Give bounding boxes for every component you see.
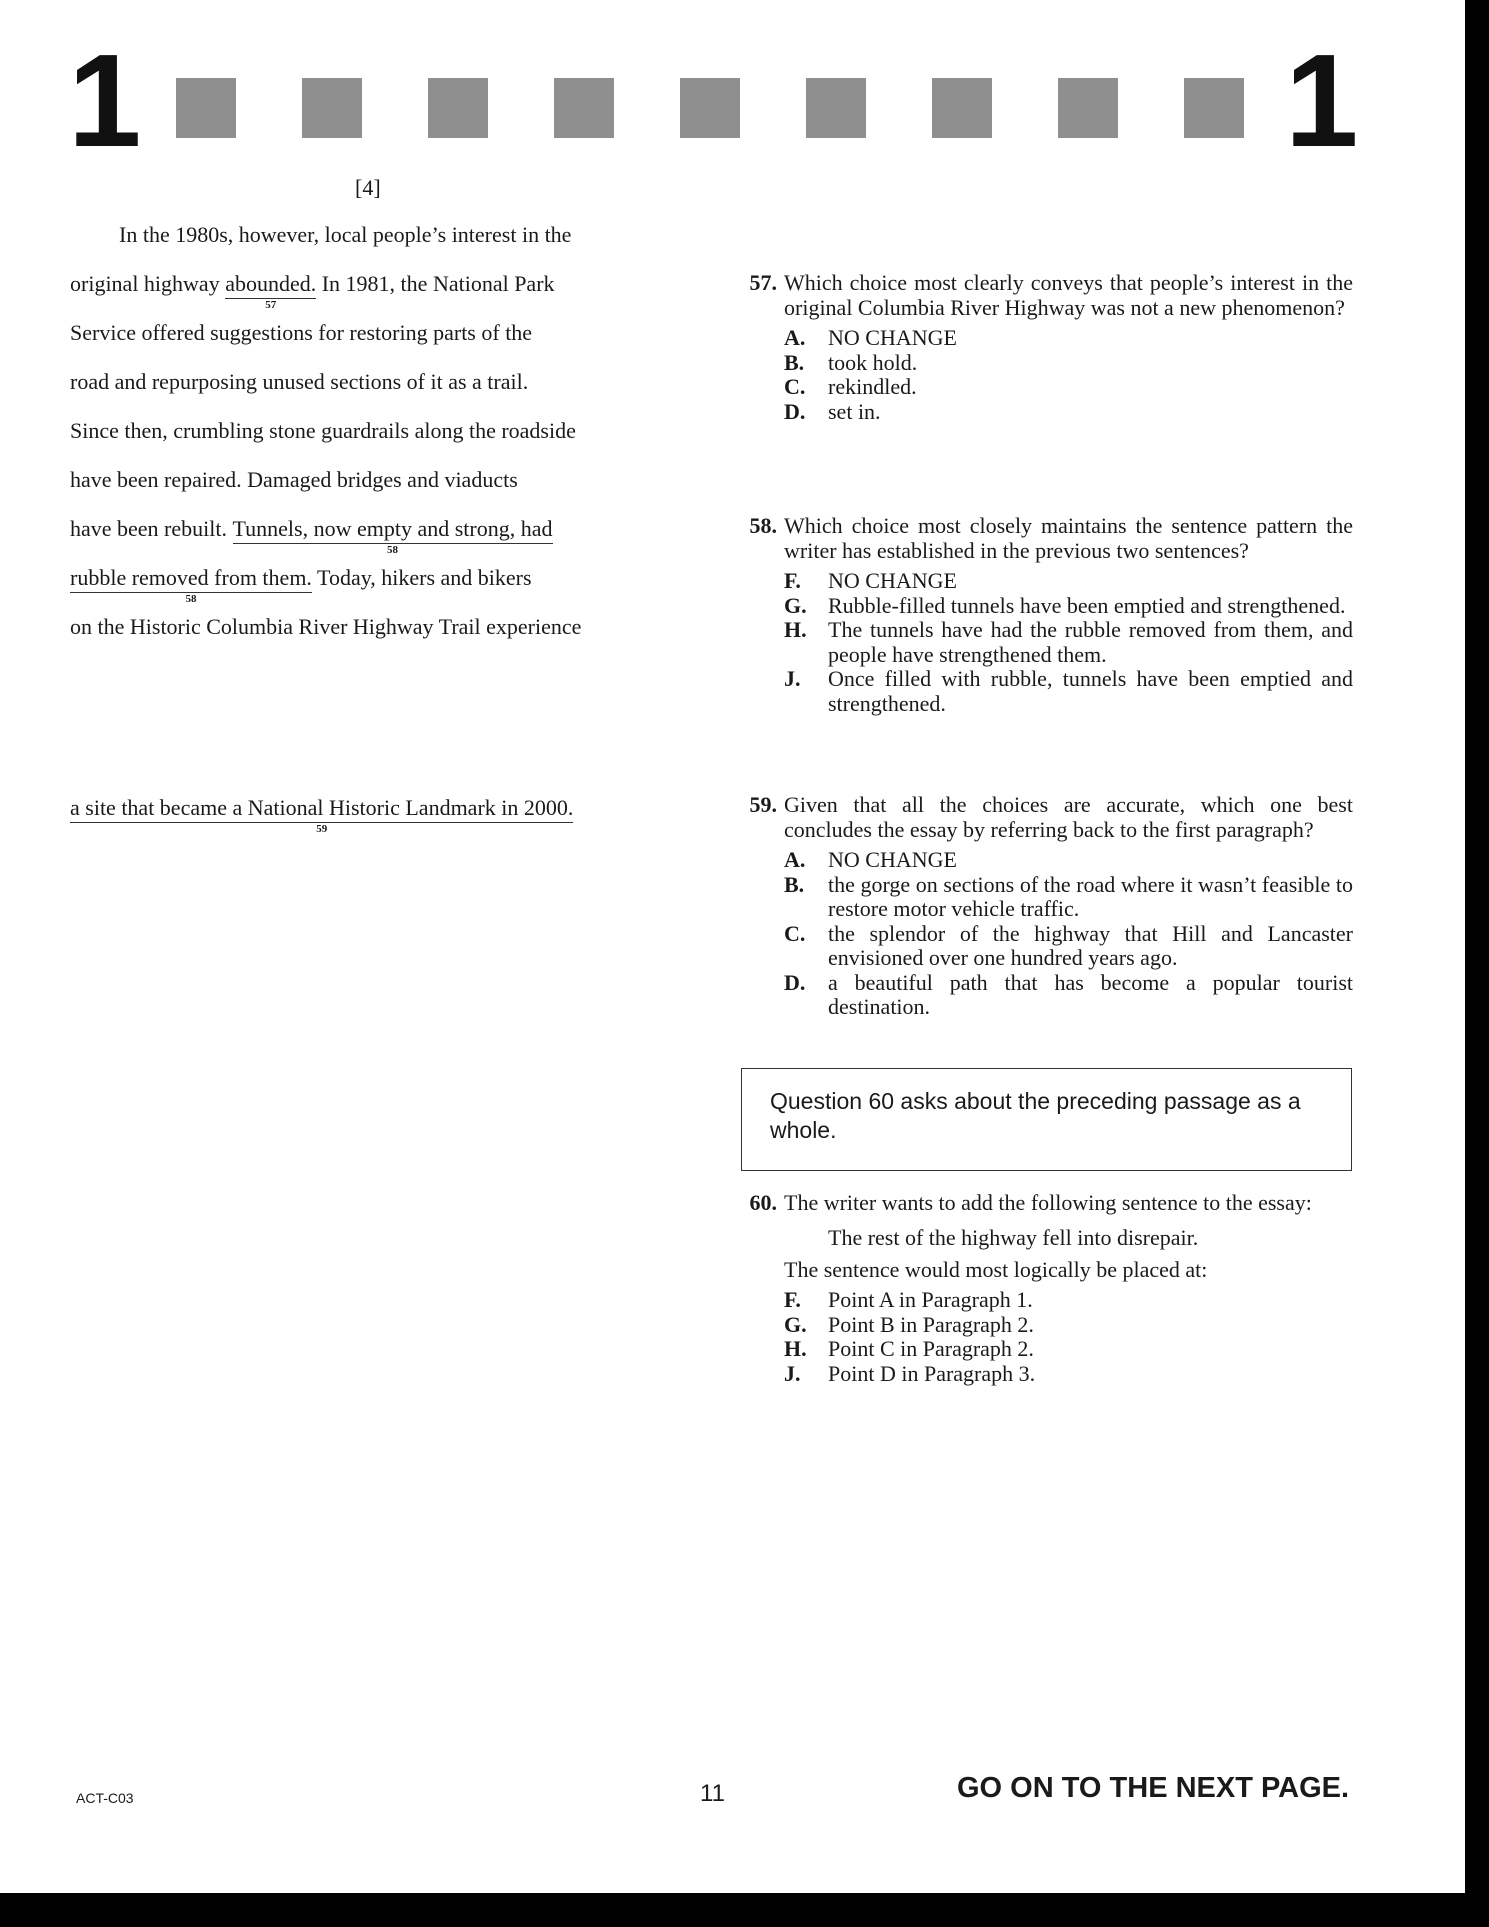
answer-option[interactable] xyxy=(784,326,1353,351)
answer-option[interactable] xyxy=(784,1362,1353,1387)
option-letter: J. xyxy=(784,1360,801,1386)
passage-line: Service offered suggestions for restoring parts of the xyxy=(70,320,533,345)
answer-option[interactable] xyxy=(784,618,1353,667)
section-number-left: 1 xyxy=(68,27,142,174)
passage-text: Today, hikers and bikers xyxy=(311,565,532,590)
header-square xyxy=(554,78,614,138)
option-text: the gorge on sections of the road where it wasn’t feasible to restore motor vehicle traffic. xyxy=(828,871,1353,921)
question-stem: Which choice most clearly conveys that people’s interest in the original Columbia River Highway was not a new phenomenon? xyxy=(784,270,1353,320)
answer-option[interactable] xyxy=(784,848,1353,873)
form-code: ACT-C03 xyxy=(76,1790,134,1806)
header-square xyxy=(428,78,488,138)
header-square xyxy=(806,78,866,138)
option-letter: H. xyxy=(784,1336,807,1361)
page-number: 11 xyxy=(700,1780,725,1807)
option-letter: C. xyxy=(784,374,806,399)
passage-text: original highway xyxy=(70,271,226,296)
option-text: NO CHANGE xyxy=(828,847,957,872)
header-square xyxy=(1058,78,1118,138)
question-marker: 59 xyxy=(316,823,328,835)
answer-option[interactable] xyxy=(784,1288,1353,1313)
question-marker: 58 xyxy=(185,593,197,605)
passage-line xyxy=(70,271,555,311)
instruction-box: Question 60 asks about the preceding passage as a whole. xyxy=(741,1068,1352,1171)
section-number-right: 1 xyxy=(1285,27,1359,174)
option-letter: D. xyxy=(784,969,806,995)
passage-line: road and repurposing unused sections of it as a trail. xyxy=(70,369,529,394)
answer-option[interactable] xyxy=(784,594,1353,619)
option-text: Point D in Paragraph 3. xyxy=(828,1360,1036,1386)
option-text: Once filled with rubble, tunnels have been emptied and strengthened. xyxy=(828,666,1353,716)
option-text: NO CHANGE xyxy=(828,325,957,350)
question-stem: The writer wants to add the following sentence to the essay: xyxy=(784,1190,1312,1215)
underlined-text: abounded. xyxy=(225,271,317,296)
passage-line xyxy=(70,795,574,835)
section-header xyxy=(0,0,1465,174)
answer-option[interactable] xyxy=(784,1337,1353,1362)
question-marker: 58 xyxy=(387,544,398,556)
underlined-text: Tunnels, now empty and strong, had xyxy=(232,516,553,541)
option-letter: C. xyxy=(784,920,806,946)
option-letter: G. xyxy=(784,1311,807,1337)
option-letter: B. xyxy=(784,871,805,897)
header-square xyxy=(302,78,362,138)
option-text: set in. xyxy=(828,398,881,424)
paragraph-number: [4] xyxy=(355,175,381,200)
underlined-portion-57[interactable] xyxy=(225,271,317,311)
option-letter: F. xyxy=(784,1287,801,1312)
question-59 xyxy=(738,792,1353,1020)
header-square xyxy=(680,78,740,138)
answer-option[interactable] xyxy=(784,873,1353,922)
question-prompt: The sentence would most logically be placed at: xyxy=(784,1257,1208,1282)
underlined-text: a site that became a National Historic Landmark in 2000. xyxy=(70,795,574,820)
option-text: NO CHANGE xyxy=(828,568,957,593)
option-letter: F. xyxy=(784,568,801,593)
option-letter: A. xyxy=(784,325,806,350)
passage-line xyxy=(70,565,532,605)
question-marker: 57 xyxy=(265,299,277,311)
answer-option[interactable] xyxy=(784,375,1353,400)
answer-option[interactable] xyxy=(784,971,1353,1020)
option-text: Point C in Paragraph 2. xyxy=(828,1336,1034,1361)
passage-line xyxy=(70,516,553,556)
underlined-portion-58[interactable] xyxy=(70,565,312,605)
option-letter: B. xyxy=(784,349,805,375)
option-text: Rubble-filled tunnels have been emptied and strengthened. xyxy=(828,592,1346,618)
header-square xyxy=(176,78,236,138)
answer-option[interactable] xyxy=(784,922,1353,971)
header-square xyxy=(932,78,992,138)
question-number: 58. xyxy=(749,513,777,538)
underlined-text: rubble removed from them. xyxy=(70,565,312,590)
answer-option[interactable] xyxy=(784,667,1353,716)
option-text: The tunnels have had the rubble removed from them, and people have strengthened them. xyxy=(828,617,1353,667)
option-letter: D. xyxy=(784,398,806,424)
answer-option[interactable] xyxy=(784,569,1353,594)
inserted-sentence: The rest of the highway fell into disrepair. xyxy=(828,1225,1199,1250)
option-text: rekindled. xyxy=(828,374,917,399)
option-text: took hold. xyxy=(828,349,918,375)
underlined-portion-58[interactable] xyxy=(232,516,553,556)
question-60 xyxy=(738,1190,1353,1386)
option-letter: A. xyxy=(784,847,806,872)
option-text: the splendor of the highway that Hill and Lancaster envisioned over one hundred years ago. xyxy=(828,920,1353,970)
option-letter: H. xyxy=(784,617,807,642)
answer-option[interactable] xyxy=(784,400,1353,425)
passage-line: In the 1980s, however, local people’s interest in the xyxy=(119,222,572,247)
passage-text: In 1981, the National Park xyxy=(316,271,555,296)
question-number: 59. xyxy=(749,792,777,817)
question-number: 57. xyxy=(749,270,777,295)
passage-line: on the Historic Columbia River Highway Trail experience xyxy=(70,614,582,639)
question-57 xyxy=(738,270,1353,424)
passage-line: have been repaired. Damaged bridges and viaducts xyxy=(70,467,518,492)
question-stem: Given that all the choices are accurate, which one best concludes the essay by referring back to the first paragraph? xyxy=(784,792,1353,842)
option-text: Point A in Paragraph 1. xyxy=(828,1287,1033,1312)
option-letter: G. xyxy=(784,592,807,618)
question-stem: Which choice most closely maintains the sentence pattern the writer has established in the previous two sentences? xyxy=(784,513,1353,563)
answer-option[interactable] xyxy=(784,1313,1353,1338)
question-number: 60. xyxy=(749,1190,777,1215)
option-text: Point B in Paragraph 2. xyxy=(828,1311,1034,1337)
go-on-notice: GO ON TO THE NEXT PAGE. xyxy=(957,1772,1350,1804)
passage-text: have been rebuilt. xyxy=(70,516,233,541)
option-text: a beautiful path that has become a popular tourist destination. xyxy=(828,969,1353,1019)
passage-line: Since then, crumbling stone guardrails along the roadside xyxy=(70,418,576,443)
underlined-portion-59[interactable] xyxy=(70,795,574,835)
header-square xyxy=(1184,78,1244,138)
option-letter: J. xyxy=(784,666,801,691)
answer-option[interactable] xyxy=(784,351,1353,376)
question-58 xyxy=(738,513,1353,716)
